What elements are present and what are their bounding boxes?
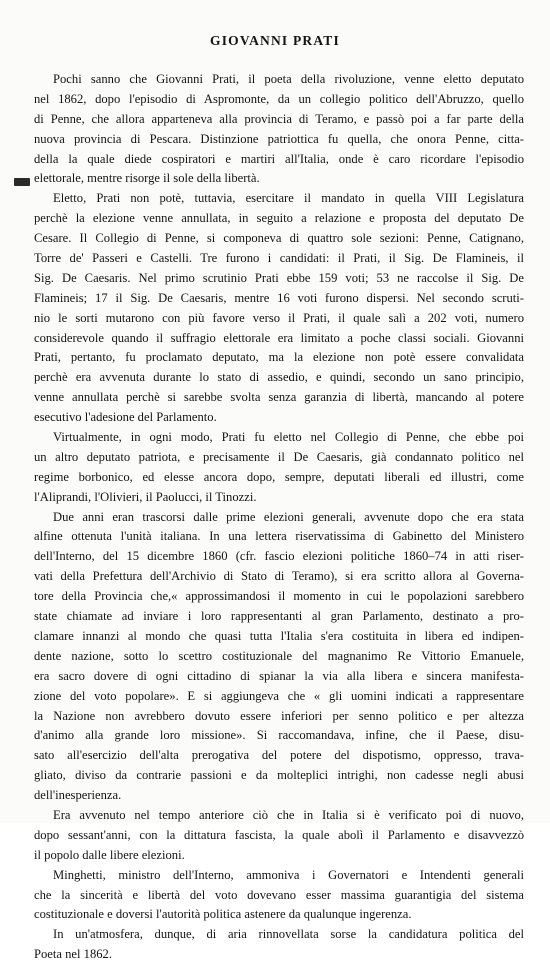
text-line: d'animo alla grande loro missione». Si raccomandava, infine, che il Paese, disu- xyxy=(34,728,524,743)
page-title: GIOVANNI PRATI xyxy=(210,33,340,48)
text-line: In un'atmosfera, dunque, di aria rinnovellata sorse la candidatura politica del xyxy=(53,927,524,942)
text-line: che la sincerità e libertà del voto dovevano esser massima guarantigia del sistema xyxy=(34,887,524,902)
text-line: vati della Prefettura dell'Archivio di Stato di Teramo), si era scritto allora al Governa- xyxy=(34,569,524,584)
text-line: Era avvenuto nel tempo anteriore ciò che in Italia si è verificato poi di nuovo, xyxy=(53,807,524,822)
text-line: nio le sorti mutarono con più favore verso il Prati, il quale salì a 202 voti, numero xyxy=(34,310,524,325)
text-line: gliato, diviso da contrarie passioni e da molteplici intrighi, non cadesse negli abusi xyxy=(34,768,524,783)
margin-ink-mark xyxy=(14,178,30,186)
text-line: esecutivo l'adesione del Parlamento. xyxy=(34,410,217,425)
text-line: tore della Provincia che,« approssimandosi il momento in cui le popolazioni sarebbero xyxy=(34,589,524,604)
text-line: Cesare. Il Collegio di Penne, si componeva di quattro sole sezioni: Penne, Catignano, xyxy=(34,231,524,246)
text-line: della la quale diede cospiratori e martiri all'Italia, onde è caro ricordare l'episodio xyxy=(34,151,524,166)
text-line: perchè era avvenuta durante lo stato di assedio, e quindi, secondo un sano principio, xyxy=(34,370,524,385)
text-line: clamare innanzi al mondo che quasi tutta l'Italia s'era costituita in libera ed indipen- xyxy=(34,628,524,643)
text-line: Torre de' Passeri e Castelli. Tre furono i candidati: il Prati, il Sig. De Flamineis, il xyxy=(34,251,524,266)
text-line: Eletto, Prati non potè, tuttavia, esercitare il mandato in quella VIII Legislatura xyxy=(53,191,524,206)
text-line: state chiamate ad inviare i loro rappresentanti al gran Parlamento, destinato a pro- xyxy=(34,609,524,624)
text-line: Minghetti, ministro dell'Interno, ammoniva i Governatori e Intendenti generali xyxy=(53,867,524,882)
text-line: venne annullata perchè si sarebbe svolta senza garanzia di libertà, mancando al potere xyxy=(34,390,524,405)
text-line: Poeta nel 1862. xyxy=(34,947,112,962)
text-line: perchè la elezione venne annullata, in seguito a relazione e proposta del deputato De xyxy=(34,211,524,226)
text-line: dell'inesperienza. xyxy=(34,788,122,803)
text-line: nuova provincia di Pescara. Distinzione patriottica fu quella, che onora Penne, citta- xyxy=(34,131,524,146)
text-line: il popolo dalle libere elezioni. xyxy=(34,847,185,862)
text-line: dell'Interno, del 15 dicembre 1860 (cfr. fascio elezioni politiche 1860–74 in atti riser- xyxy=(34,549,524,564)
text-line: era sacro dovere di ogni cittadino di spianar la via alla libera e sincera manifesta- xyxy=(34,668,524,683)
text-line: di Penne, che allora apparteneva alla provincia di Teramo, e passò poi a far parte della xyxy=(34,111,524,126)
text-line: zione del voto popolare». E si aggiungeva che « gli uomini indicati a rappresentare xyxy=(34,688,524,703)
text-line: Prati, pertanto, fu proclamato deputato, ma la elezione non potè essere convalidata xyxy=(34,350,524,365)
text-line: Virtualmente, in ogni modo, Prati fu eletto nel Collegio di Penne, che ebbe poi xyxy=(53,430,524,445)
text-line: Due anni eran trascorsi dalle prime elezioni generali, avvenute dopo che era stata xyxy=(53,509,524,524)
text-line: Sig. De Caesaris. Nel primo scrutinio Prati ebbe 159 voti; 53 ne raccolse il Sig. De xyxy=(34,270,524,285)
text-line: la Nazione non avrebbero dovuto essere inferiori per senno politico e per altezza xyxy=(34,708,524,723)
text-line: l'Aliprandi, l'Olivieri, il Paolucci, il Tinozzi. xyxy=(34,489,257,504)
text-line: un altro deputato patriota, e precisamente il De Caesaris, già condannato politico nel xyxy=(34,449,524,464)
text-line: sato all'esercizio dell'alta prerogativa del potere del dispotismo, oppresso, trava- xyxy=(34,748,524,763)
text-line: costituzionale e doversi l'autorità politica astenere da qualunque ingerenza. xyxy=(34,907,412,922)
text-line: regime borbonico, ed elesse ancora dopo, sempre, deputati liberali ed illustri, come xyxy=(34,469,524,484)
text-line: dopo sessant'anni, con la dittatura fascista, la quale abolì il Parlamento e disavvezzò xyxy=(34,827,524,842)
text-line: dente nazione, sotto lo scettro costituzionale del magnanimo Re Vittorio Emanuele, xyxy=(34,648,524,663)
text-line: elettorale, mentre risorge il sole della libertà. xyxy=(34,171,260,186)
text-line: considerevole quando il suffragio elettorale era limitato a poche classi sociali. Giovanni xyxy=(34,330,524,345)
text-line: alfine ottenuta l'unità italiana. In una lettera riservatissima di Gabinetto del Ministero xyxy=(34,529,524,544)
document-body xyxy=(34,70,524,965)
text-line: nel 1862, dopo l'episodio di Aspromonte, da un collegio politico dell'Abruzzo, quello xyxy=(34,91,524,106)
text-line: Pochi sanno che Giovanni Prati, il poeta della rivoluzione, venne eletto deputato xyxy=(53,72,524,86)
text-line: Flamineis; 17 il Sig. De Caesaris, mentre 16 voti furono dispersi. Nel secondo scruti- xyxy=(34,290,524,305)
